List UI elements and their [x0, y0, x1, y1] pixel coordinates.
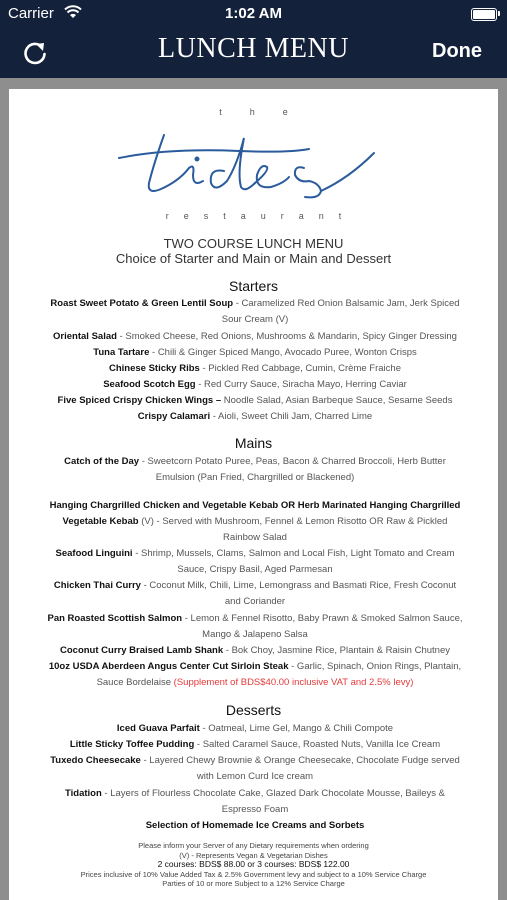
- item-name: Iced Guava Parfait: [116, 723, 200, 734]
- tides-logo: [109, 123, 389, 203]
- main-item: [45, 643, 465, 659]
- footer-prices: 2 courses: BDS$ 88.00 or 3 courses: BDS$ 122.00: [157, 859, 350, 869]
- item-desc: - Layered Chewy Brownie & Orange Cheesecake, Chocolate Fudge served with Lemon Curd Ice cream: [140, 755, 460, 782]
- footer-dietary-note: Please inform your Server of any Dietary requirements when ordering: [138, 841, 369, 850]
- item-name: Catch of the Day: [64, 456, 140, 467]
- status-time: 1:02 AM: [225, 5, 282, 22]
- item-name: Five Spiced Crispy Chicken Wings –: [57, 395, 222, 406]
- footer-party-note: Parties of 10 or more Subject to a 12% Service Charge: [162, 879, 345, 888]
- starter-item: [45, 377, 465, 393]
- item-name: Crispy Calamari: [137, 411, 211, 422]
- item-desc: - Oatmeal, Lime Gel, Mango & Chili Compote: [199, 723, 394, 734]
- main-item: [45, 454, 465, 486]
- item-desc: - Pickled Red Cabbage, Cumin, Crème Fraiche: [199, 363, 401, 374]
- item-desc: - Layers of Flourless Chocolate Cake, Glazed Dark Chocolate Mousse, Baileys & Espresso Foam: [101, 788, 445, 815]
- starters-title: Starters: [228, 278, 278, 294]
- starter-item: [45, 296, 465, 328]
- item-name: Tuna Tartare: [93, 347, 150, 358]
- dessert-item: [45, 721, 465, 737]
- starter-item: [45, 393, 465, 409]
- menu-footer: [9, 841, 498, 889]
- item-name: 10oz USDA Aberdeen Angus Center Cut Sirloin Steak: [48, 661, 289, 672]
- footer-tax-note: Prices inclusive of 10% Value Added Tax & 2.5% Government levy and subject to a 10% Service Charge: [80, 869, 427, 879]
- item-name: Tuxedo Cheesecake: [50, 755, 141, 766]
- item-desc: - Coconut Milk, Chili, Lime, Lemongrass and Basmati Rice, Fresh Coconut and Coriander: [140, 580, 457, 607]
- item-desc: - Caramelized Red Onion Balsamic Jam, Jerk Spiced Sour Cream (V): [221, 298, 460, 325]
- done-button[interactable]: Done: [432, 40, 482, 62]
- item-desc: - Shrimp, Mussels, Clams, Salmon and Local Fish, Light Tomato and Cream Sauce, Crispy Basil, Aged Parmesan: [132, 548, 455, 575]
- item-name: Tidation: [65, 788, 102, 799]
- item-name: Seafood Scotch Egg: [103, 379, 196, 390]
- menu-heading-line1: TWO COURSE LUNCH MENU: [163, 236, 344, 251]
- item-name: Oriental Salad: [53, 331, 117, 342]
- item-desc: - Smoked Cheese, Red Onions, Mushrooms & Mandarin, Spicy Ginger Dressing: [116, 331, 457, 342]
- item-desc: - Red Curry Sauce, Siracha Mayo, Herring Caviar: [195, 379, 407, 390]
- navigation-bar: [0, 28, 507, 78]
- starter-item: [45, 409, 465, 425]
- main-item: [45, 611, 465, 643]
- item-desc: - Garlic, Spinach, Onion Rings, Plantain, Sauce Bordelaise: [96, 661, 462, 688]
- brand-the-label: the: [219, 107, 316, 117]
- item-name: Roast Sweet Potato & Green Lentil Soup: [50, 298, 234, 309]
- desserts-title: Desserts: [225, 702, 282, 718]
- item-name: Seafood Linguini: [55, 548, 133, 559]
- item-name: Selection of Homemade Ice Creams and Sorbets: [145, 820, 365, 831]
- item-desc: - Chili & Ginger Spiced Mango, Avocado Puree, Wonton Crisps: [149, 347, 417, 358]
- supplement-note: (Supplement of BDS$40.00 inclusive VAT and 2.5% levy): [173, 677, 414, 688]
- status-bar: [0, 0, 507, 28]
- menu-document[interactable]: [9, 89, 498, 900]
- item-desc: - Sweetcorn Potato Puree, Peas, Bacon & Charred Broccoli, Herb Butter Emulsion (Pan Fried, Chargrilled or Blackened): [139, 456, 446, 483]
- battery-tip: [498, 11, 500, 16]
- dessert-item: [45, 818, 465, 834]
- page-title: LUNCH MENU: [158, 33, 349, 64]
- item-name: Hanging Chargrilled Chicken and Vegetable Kebab OR Herb Marinated Hanging Chargrilled Vegetable Kebab: [49, 500, 461, 527]
- item-name: Chinese Sticky Ribs: [109, 363, 200, 374]
- dessert-item: [45, 737, 465, 753]
- battery-icon: [471, 8, 497, 21]
- brand-restaurant-label: restaurant: [165, 211, 357, 221]
- menu-heading-line2: Choice of Starter and Main or Main and Dessert: [115, 251, 392, 266]
- item-desc: - Bok Choy, Jasmine Rice, Plantain & Raisin Chutney: [223, 645, 450, 656]
- dessert-item: [45, 753, 465, 785]
- item-desc: (V) - Served with Mushroom, Fennel & Lemon Risotto OR Raw & Pickled Rainbow Salad: [138, 516, 448, 543]
- main-item: [45, 659, 465, 691]
- menu-heading: [9, 236, 498, 266]
- item-desc: - Lemon & Fennel Risotto, Baby Prawn & Smoked Salmon Sauce, Mango & Jalapeno Salsa: [182, 613, 463, 640]
- item-name: Pan Roasted Scottish Salmon: [47, 613, 183, 624]
- item-name: Chicken Thai Curry: [53, 580, 141, 591]
- item-desc: - Salted Caramel Sauce, Roasted Nuts, Vanilla Ice Cream: [194, 739, 441, 750]
- item-name: Little Sticky Toffee Pudding: [69, 739, 195, 750]
- item-desc: - Aioli, Sweet Chili Jam, Charred Lime: [210, 411, 373, 422]
- dessert-item: [45, 786, 465, 818]
- item-desc: Noodle Salad, Asian Barbeque Sauce, Sesame Seeds: [221, 395, 453, 406]
- mains-title: Mains: [234, 435, 273, 451]
- main-item: [45, 498, 465, 546]
- main-item: [45, 578, 465, 610]
- starter-item: [45, 329, 465, 345]
- main-item: [45, 546, 465, 578]
- starter-item: [45, 345, 465, 361]
- footer-vegan-note: (V) - Represents Vegan & Vegetarian Dishes: [179, 850, 328, 860]
- starter-item: [45, 361, 465, 377]
- carrier-label: Carrier: [8, 5, 54, 22]
- item-name: Coconut Curry Braised Lamb Shank: [60, 645, 224, 656]
